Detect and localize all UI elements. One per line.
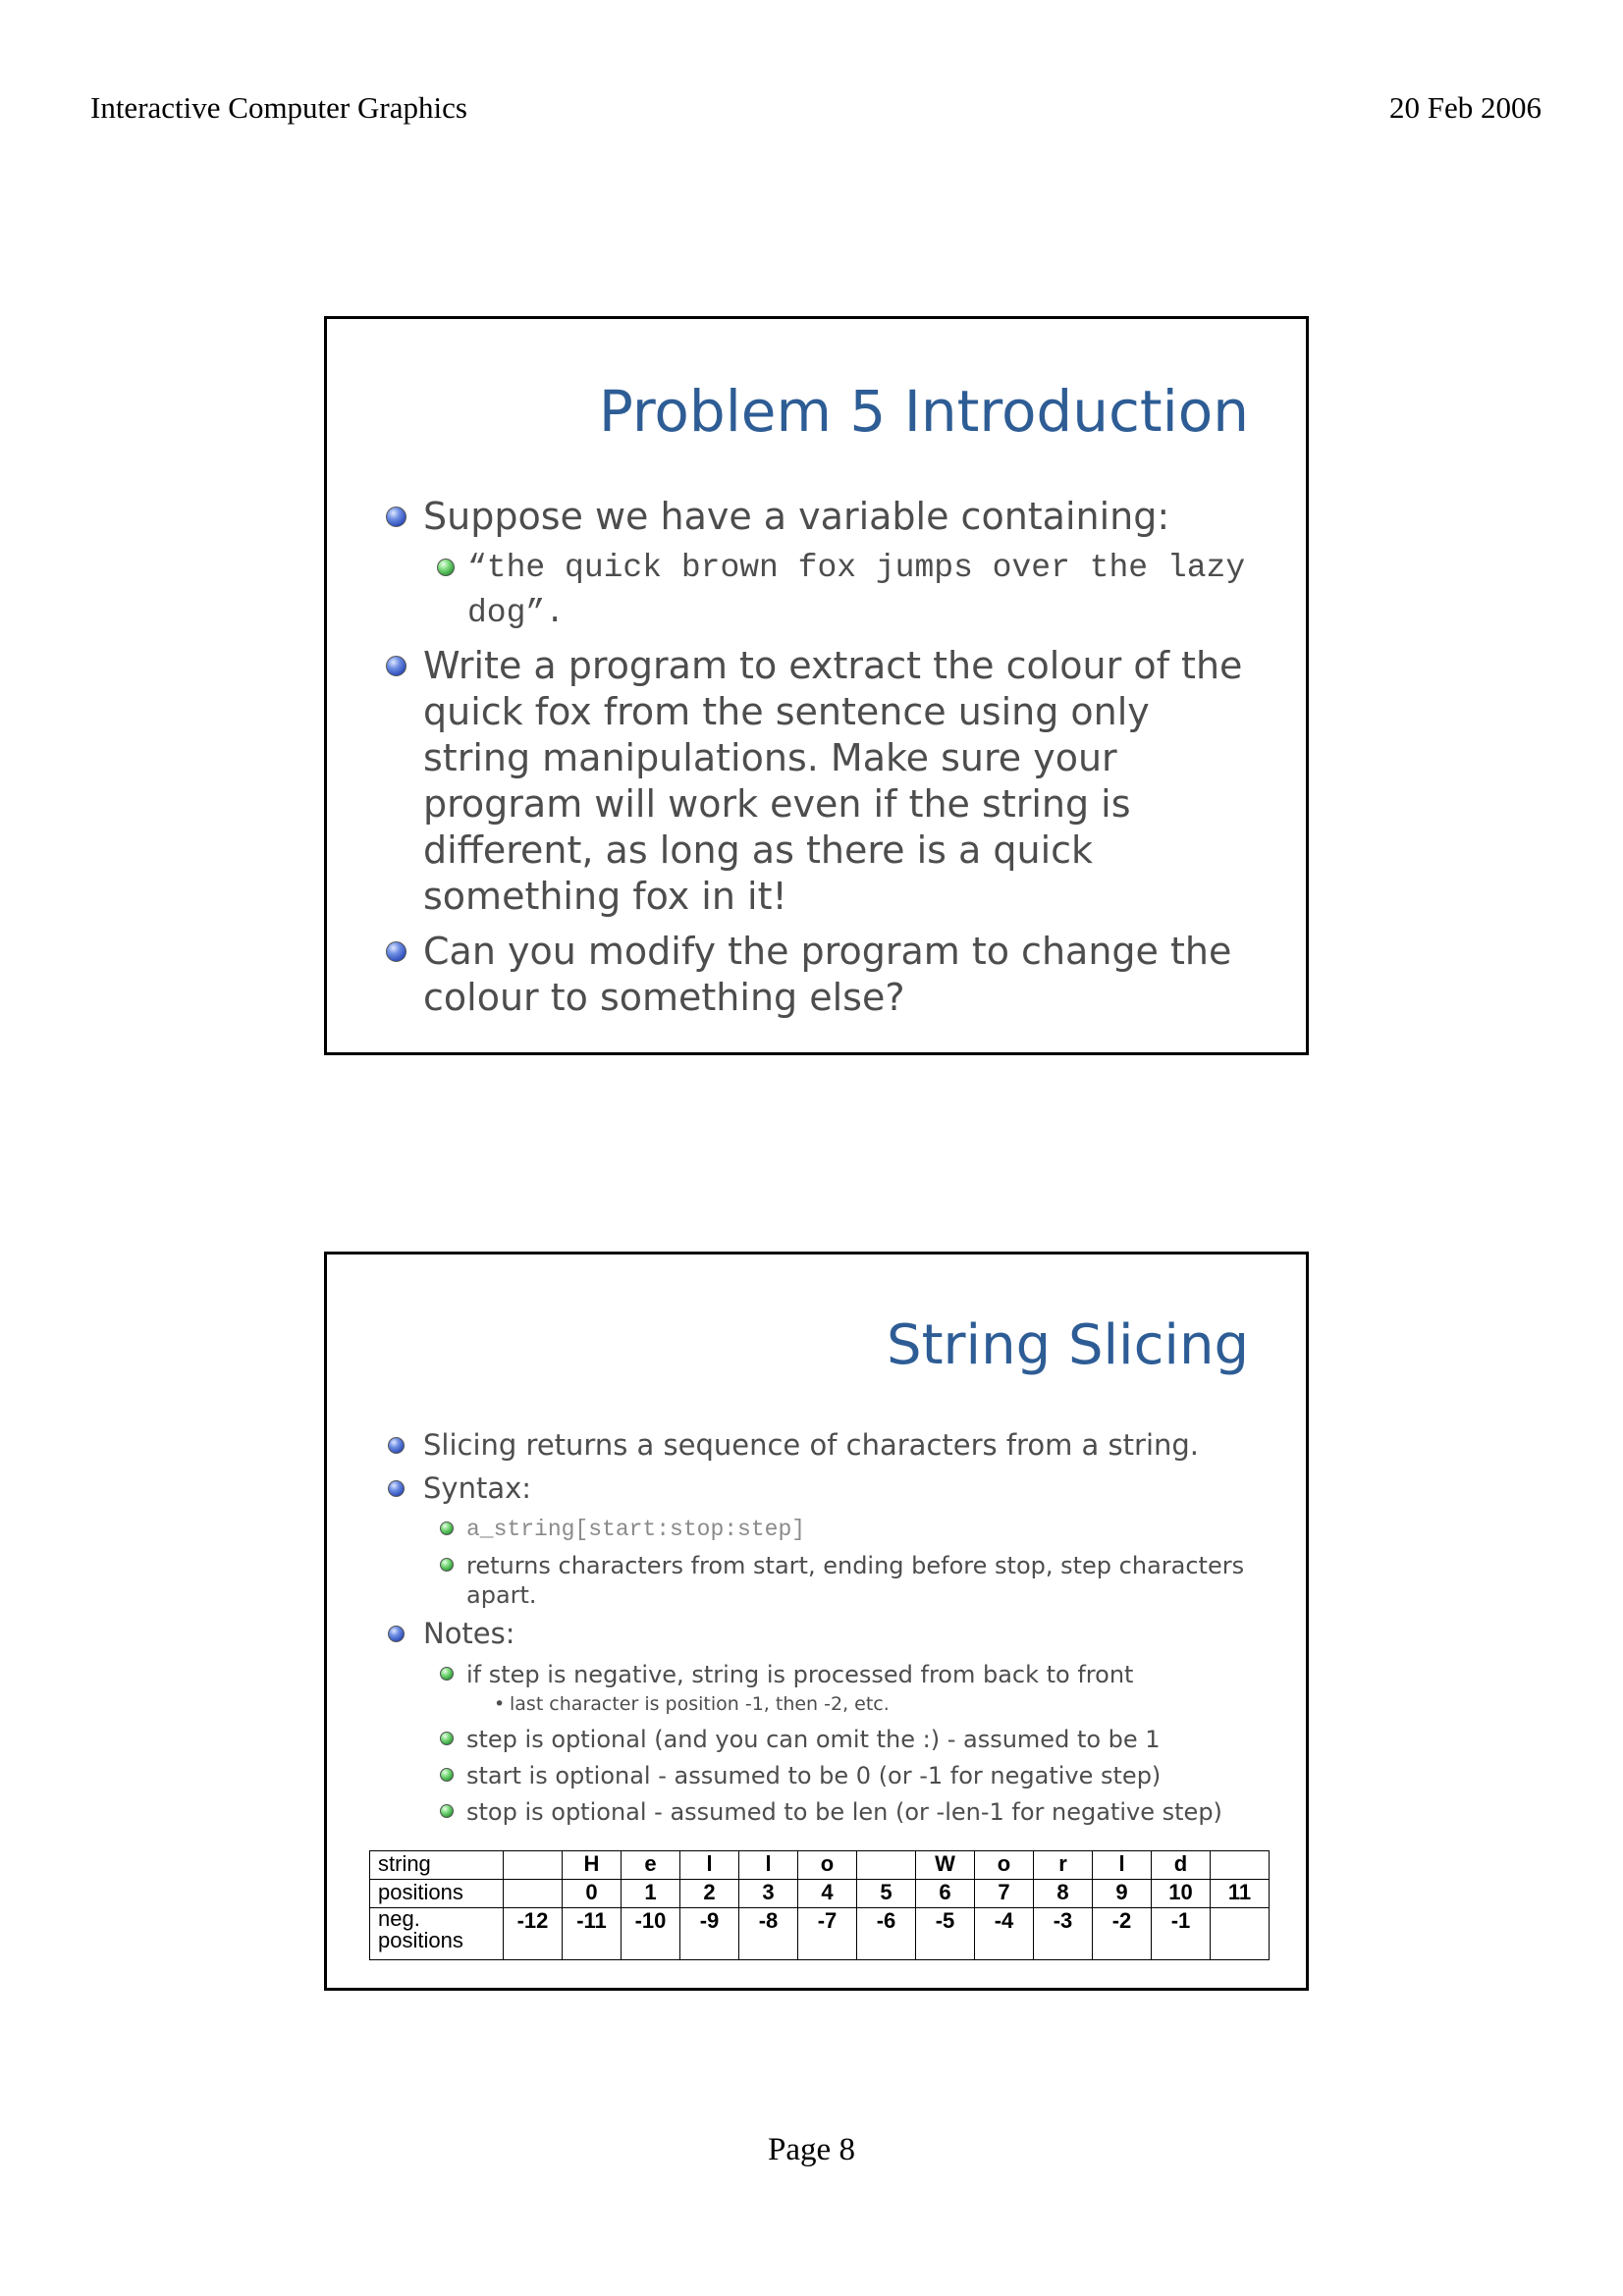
dot-bullet-icon: • [494, 1693, 506, 1715]
table-cell: -12 [504, 1908, 563, 1960]
table-cell: e [622, 1851, 680, 1880]
table-cell: H [563, 1851, 622, 1880]
slide-title: String Slicing [887, 1313, 1249, 1377]
slide-content [384, 1428, 1267, 1834]
sub-bullet-item [384, 546, 1267, 636]
table-cell: -10 [622, 1908, 680, 1960]
table-cell: r [1034, 1851, 1093, 1880]
table-cell: 11 [1211, 1880, 1270, 1908]
bullet-item [384, 1617, 1267, 1650]
green-bullet-icon [440, 1768, 454, 1782]
table-cell: 7 [975, 1880, 1034, 1908]
sub-bullet-item [384, 1797, 1267, 1827]
table-cell: 1 [622, 1880, 680, 1908]
blue-bullet-icon [386, 656, 406, 676]
table-cell: -4 [975, 1908, 1034, 1960]
table-row-string [370, 1851, 1270, 1880]
table-cell: 8 [1034, 1880, 1093, 1908]
header-date: 20 Feb 2006 [1389, 90, 1542, 125]
table-cell: -1 [1152, 1908, 1211, 1960]
table-cell: -8 [739, 1908, 798, 1960]
table-cell: l [739, 1851, 798, 1880]
table-cell: 10 [1152, 1880, 1211, 1908]
green-bullet-icon [440, 1804, 454, 1818]
header-course-title: Interactive Computer Graphics [90, 90, 467, 125]
code-string-text: “the quick brown fox jumps over the lazy dog”. [467, 550, 1246, 631]
blue-bullet-icon [386, 941, 406, 962]
green-bullet-icon [440, 1732, 454, 1745]
table-cell: o [975, 1851, 1034, 1880]
blue-bullet-icon [388, 1626, 405, 1642]
table-cell: 9 [1093, 1880, 1152, 1908]
sub-sub-bullet-text: last character is position -1, then -2, etc. [510, 1693, 890, 1715]
table-cell: 4 [798, 1880, 857, 1908]
table-cell: 2 [680, 1880, 739, 1908]
table-cell: d [1152, 1851, 1211, 1880]
sub-bullet-text: step is optional (and you can omit the :) - assumed to be 1 [466, 1726, 1161, 1753]
table-cell: l [1093, 1851, 1152, 1880]
bullet-text: Notes: [423, 1617, 515, 1650]
blue-bullet-icon [388, 1480, 405, 1497]
table-cell: l [680, 1851, 739, 1880]
green-bullet-icon [440, 1667, 454, 1681]
syntax-code-text: a_string[start:stop:step] [466, 1517, 806, 1542]
blue-bullet-icon [386, 507, 406, 527]
green-bullet-icon [440, 1558, 454, 1572]
sub-bullet-text: stop is optional - assumed to be len (or -len-1 for negative step) [466, 1798, 1222, 1826]
table-cell: -11 [563, 1908, 622, 1960]
sub-sub-bullet-item [384, 1692, 1267, 1716]
sub-bullet-item [384, 1515, 1267, 1544]
sub-bullet-item [384, 1660, 1267, 1689]
bullet-text: Suppose we have a variable containing: [423, 495, 1170, 538]
table-cell: -9 [680, 1908, 739, 1960]
table-cell: -6 [857, 1908, 916, 1960]
sub-bullet-item [384, 1551, 1267, 1610]
table-cell: 0 [563, 1880, 622, 1908]
sub-bullet-text: start is optional - assumed to be 0 (or -1 for negative step) [466, 1762, 1162, 1789]
bullet-item [384, 1471, 1267, 1505]
slide-string-slicing [324, 1252, 1309, 1991]
page-number: Page 8 [768, 2132, 855, 2167]
sub-bullet-item [384, 1761, 1267, 1790]
bullet-item [384, 929, 1267, 1021]
table-cell [857, 1851, 916, 1880]
table-cell [1211, 1851, 1270, 1880]
table-cell: 3 [739, 1880, 798, 1908]
table-row-positions [370, 1880, 1270, 1908]
green-bullet-icon [440, 1522, 454, 1535]
table-row-neg-positions [370, 1908, 1270, 1960]
bullet-text: Slicing returns a sequence of characters from a string. [423, 1428, 1200, 1462]
table-cell: W [916, 1851, 975, 1880]
sub-bullet-text: if step is negative, string is processed from back to front [466, 1661, 1134, 1688]
table-cell [504, 1880, 563, 1908]
bullet-item [384, 643, 1267, 920]
slide-problem-5 [324, 316, 1309, 1055]
green-bullet-icon [437, 559, 455, 576]
table-cell: 6 [916, 1880, 975, 1908]
table-cell [504, 1851, 563, 1880]
blue-bullet-icon [388, 1437, 405, 1454]
table-cell: o [798, 1851, 857, 1880]
string-positions-table [369, 1850, 1270, 1960]
table-cell: -5 [916, 1908, 975, 1960]
bullet-item [384, 1428, 1267, 1462]
row-label: string [370, 1851, 504, 1880]
bullet-text: Syntax: [423, 1471, 532, 1505]
bullet-text: Write a program to extract the colour of the quick fox from the sentence using only string manipulations. Make sure your program will work even if the string is different, as long as there is a quick something fox in it! [423, 644, 1243, 918]
row-label: neg. positions [370, 1908, 504, 1960]
sub-bullet-text: returns characters from start, ending before stop, step characters apart. [466, 1552, 1245, 1609]
row-label: positions [370, 1880, 504, 1908]
table-cell: -3 [1034, 1908, 1093, 1960]
table-cell [1211, 1908, 1270, 1960]
table-cell: -7 [798, 1908, 857, 1960]
slide-content [384, 494, 1267, 1030]
table-cell: -2 [1093, 1908, 1152, 1960]
table-cell: 5 [857, 1880, 916, 1908]
sub-bullet-item [384, 1725, 1267, 1754]
bullet-item [384, 494, 1267, 540]
slide-title: Problem 5 Introduction [598, 378, 1249, 445]
bullet-text: Can you modify the program to change the colour to something else? [423, 930, 1232, 1019]
